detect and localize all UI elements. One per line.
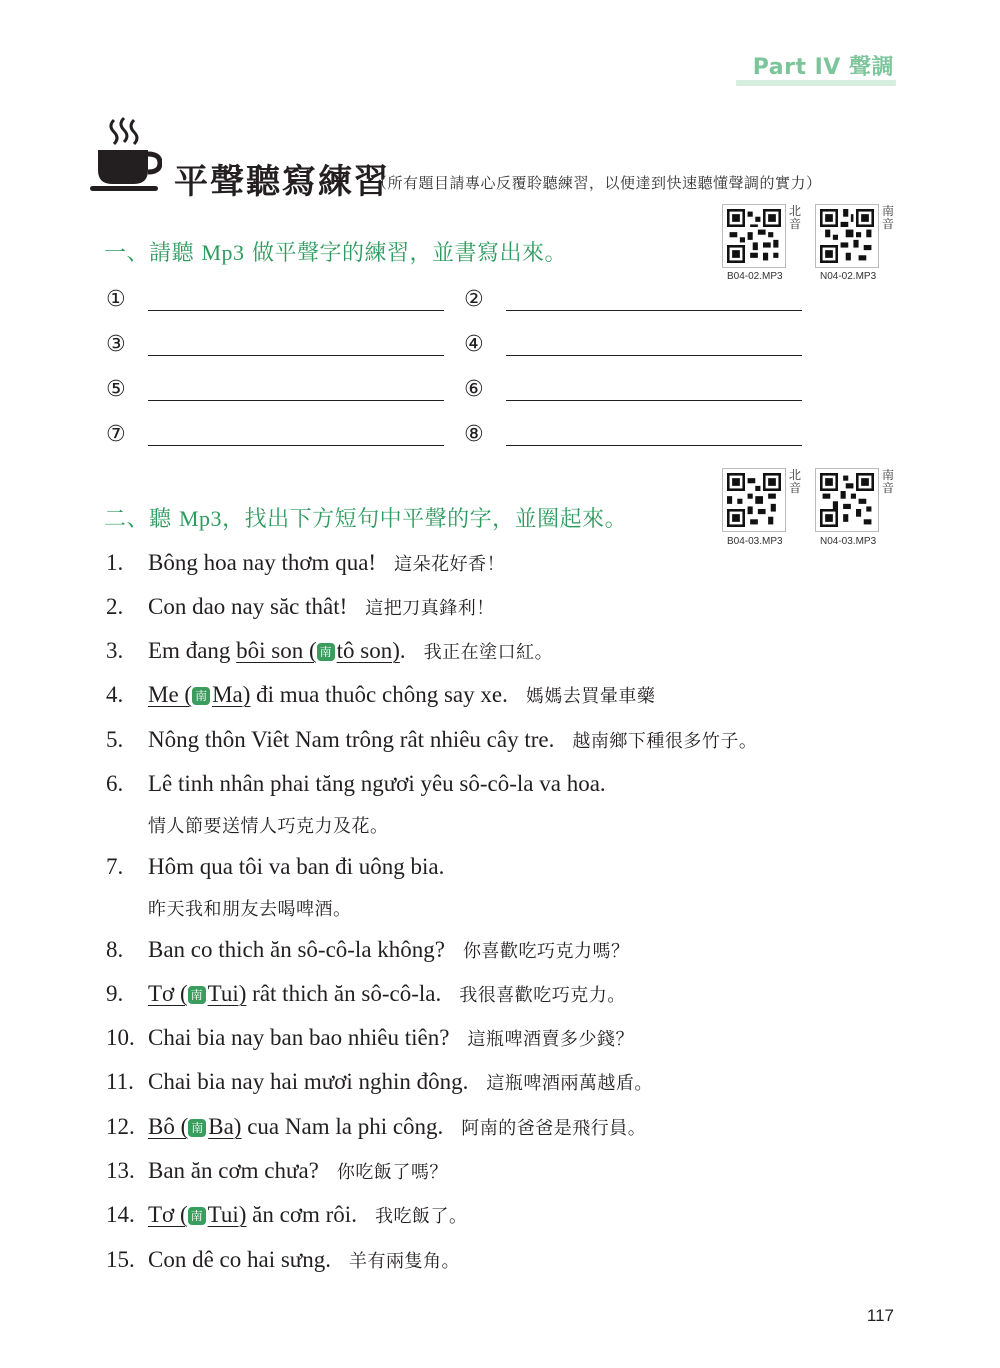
- sentence-6-zh: 情人節要送情人巧克力及花。: [148, 816, 389, 837]
- sentence-vi-u2: Tui): [207, 981, 247, 1006]
- qr-code-north-2[interactable]: [722, 468, 786, 532]
- sentence-9: [106, 981, 626, 1007]
- blank-1[interactable]: [106, 287, 444, 312]
- sentence-zh: 這瓶啤酒賣多少錢？: [467, 1029, 634, 1050]
- south-badge-icon: 南: [317, 643, 335, 661]
- qr-side-label-south-2: 南音: [882, 468, 895, 495]
- sentence-vi-underlined: [148, 981, 246, 1006]
- qr-pattern-icon: [820, 473, 874, 527]
- blank-line[interactable]: [148, 310, 444, 311]
- blank-line[interactable]: [148, 400, 444, 401]
- sentence-zh: 我很喜歡吃巧克力。: [459, 985, 626, 1006]
- part-label: Part IV 聲調: [752, 55, 894, 80]
- sentence-zh: 我吃飯了。: [374, 1206, 468, 1227]
- sentence-3: [106, 638, 553, 664]
- qr-side-label-south-1: 南音: [882, 204, 895, 231]
- sentence-5: [106, 727, 757, 753]
- sentence-zh: 阿南的爸爸是飛行員。: [461, 1118, 647, 1139]
- sentence-vi-post: .: [399, 638, 406, 663]
- sentence-number: 8.: [106, 937, 124, 962]
- blank-line[interactable]: [506, 445, 802, 446]
- sentence-vi-underlined: [148, 682, 250, 707]
- blank-7[interactable]: [106, 422, 444, 447]
- section1-heading: [104, 236, 567, 267]
- qr-caption-south-1: N04-02.MP3: [820, 271, 877, 282]
- blank-number: ③: [106, 332, 126, 357]
- coffee-cup-icon: [90, 114, 162, 194]
- section2-heading-a: 二、聽: [104, 507, 179, 532]
- section1-heading-mp3: Mp3: [201, 240, 245, 265]
- sentence-vi-u1: Tơ (: [148, 1202, 188, 1227]
- sentence-vi-underlined: [148, 1202, 246, 1227]
- page-header: [753, 50, 894, 81]
- sentence-vi-post: cua Nam la phi công.: [241, 1114, 444, 1139]
- main-subtitle: （所有題目請專心反覆聆聽練習，以便達到快速聽懂聲調的實力）: [372, 174, 822, 192]
- sentence-number: 7.: [106, 854, 124, 879]
- south-badge-icon: 南: [188, 986, 206, 1004]
- sentence-2: [106, 594, 495, 620]
- blank-number: ⑦: [106, 422, 126, 447]
- sentence-vi-post: ăn cơm rôi.: [246, 1202, 357, 1227]
- sentence-vi-u2: Tui): [207, 1202, 247, 1227]
- blank-number: ⑤: [106, 377, 126, 402]
- qr-pattern-icon: [727, 473, 781, 527]
- blank-number: ①: [106, 287, 126, 312]
- sentence-vi: Con dê co hai sưng.: [148, 1247, 332, 1272]
- blank-5[interactable]: [106, 377, 444, 402]
- blank-6[interactable]: [464, 377, 802, 402]
- blank-2[interactable]: [464, 287, 802, 312]
- sentence-zh: 你吃飯了嗎？: [336, 1162, 448, 1183]
- sentence-number: 12.: [106, 1114, 135, 1139]
- sentence-vi: Lê tinh nhân phai tăng ngươi yêu sô-cô-la va hoa.: [148, 771, 606, 796]
- sentence-number: 9.: [106, 981, 124, 1006]
- sentence-zh: 我正在塗口紅。: [423, 642, 554, 663]
- sentence-vi: Ban co thich ăn sô-cô-la không?: [148, 937, 445, 962]
- qr-caption-north-2: B04-03.MP3: [727, 536, 783, 547]
- blank-line[interactable]: [506, 355, 802, 356]
- qr-caption-south-2: N04-03.MP3: [820, 536, 877, 547]
- sentence-vi-underlined: [148, 1114, 241, 1139]
- sentence-vi: Con dao nay săc thât!: [148, 594, 348, 619]
- qr-side-label-north-1: 北音: [789, 204, 802, 231]
- sentence-number: 11.: [106, 1069, 134, 1094]
- sentence-10: [106, 1025, 634, 1051]
- south-badge-icon: 南: [192, 687, 210, 705]
- sentence-number: 1.: [106, 550, 124, 575]
- qr-pattern-icon: [727, 209, 781, 263]
- sentence-vi: Bông hoa nay thơm qua!: [148, 550, 377, 575]
- sentence-vi: Ban ăn cơm chưa?: [148, 1158, 319, 1183]
- page-number: 117: [866, 1306, 894, 1325]
- sentence-8: [106, 937, 630, 963]
- qr-code-south-1[interactable]: [815, 204, 879, 268]
- sentence-number: 3.: [106, 638, 124, 663]
- sentence-zh: 這瓶啤酒兩萬越盾。: [486, 1073, 653, 1094]
- sentence-14: [106, 1202, 467, 1228]
- sentence-11: [106, 1069, 653, 1095]
- blank-line[interactable]: [148, 445, 444, 446]
- sentence-vi-u2: Ma): [212, 682, 251, 707]
- sentence-vi: Chai bia nay ban bao nhiêu tiên?: [148, 1025, 450, 1050]
- sentence-number: 2.: [106, 594, 124, 619]
- header-bar: [736, 80, 896, 86]
- blank-line[interactable]: [506, 310, 802, 311]
- sentence-vi: Nông thôn Viêt Nam trông rât nhiêu cây tre.: [148, 727, 555, 752]
- blank-number: ⑥: [464, 377, 484, 402]
- section2-heading: [104, 502, 627, 533]
- blank-line[interactable]: [148, 355, 444, 356]
- sentence-number: 10.: [106, 1025, 135, 1050]
- section1-heading-b: 做平聲字的練習，並書寫出來。: [244, 241, 568, 266]
- sentence-zh: 你喜歡吃巧克力嗎？: [463, 941, 630, 962]
- sentence-7: [106, 854, 444, 880]
- sentence-vi-underlined: [236, 638, 400, 663]
- main-title: 平聲聽寫練習: [174, 162, 390, 202]
- sentence-vi-post: đi mua thuôc chông say xe.: [250, 682, 508, 707]
- sentence-15: [106, 1247, 460, 1273]
- sentence-zh: 這把刀真鋒利！: [365, 598, 495, 619]
- sentence-zh: 越南鄉下種很多竹子。: [572, 731, 758, 752]
- qr-code-south-2[interactable]: [815, 468, 879, 532]
- sentence-6: [106, 771, 606, 797]
- qr-pattern-icon: [820, 209, 874, 263]
- section1-heading-a: 一、請聽: [104, 241, 202, 266]
- sentence-zh: 羊有兩隻角。: [349, 1251, 461, 1272]
- qr-code-north-1[interactable]: [722, 204, 786, 268]
- sentence-vi-pre: Em đang: [148, 638, 237, 663]
- blank-line[interactable]: [506, 400, 802, 401]
- sentence-4: [106, 682, 655, 708]
- sentence-vi: Hôm qua tôi va ban đi uông bia.: [148, 854, 445, 879]
- section2-heading-mp3: Mp3: [179, 506, 223, 531]
- sentence-number: 14.: [106, 1202, 135, 1227]
- sentence-number: 15.: [106, 1247, 135, 1272]
- sentence-12: [106, 1114, 646, 1140]
- blank-3[interactable]: [106, 332, 444, 357]
- sentence-vi-u2: tô son): [336, 638, 400, 663]
- south-badge-icon: 南: [188, 1207, 206, 1225]
- sentence-vi-u1: Me (: [148, 682, 193, 707]
- sentence-7-zh: 昨天我和朋友去喝啤酒。: [148, 899, 352, 920]
- blank-number: ②: [464, 287, 484, 312]
- sentence-vi-u1: Tơ (: [148, 981, 188, 1006]
- sentence-zh: 這朵花好香！: [394, 554, 506, 575]
- blank-8[interactable]: [464, 422, 802, 447]
- sentence-number: 4.: [106, 682, 124, 707]
- sentence-vi-u1: Bô (: [148, 1114, 189, 1139]
- sentence-number: 6.: [106, 771, 124, 796]
- sentence-vi-u2: Ba): [208, 1114, 242, 1139]
- south-badge-icon: 南: [188, 1119, 206, 1137]
- qr-side-label-north-2: 北音: [789, 468, 802, 495]
- section2-heading-b: ，找出下方短句中平聲的字，並圈起來。: [222, 507, 628, 532]
- sentence-number: 5.: [106, 727, 124, 752]
- sentence-vi: Chai bia nay hai mươi nghin đông.: [148, 1069, 469, 1094]
- sentence-1: [106, 550, 505, 576]
- sentence-zh: 媽媽去買暈車藥: [525, 686, 656, 707]
- sentence-vi-u1: bôi son (: [236, 638, 317, 663]
- blank-number: ⑧: [464, 422, 484, 447]
- sentence-number: 13.: [106, 1158, 135, 1183]
- blank-number: ④: [464, 332, 484, 357]
- qr-caption-north-1: B04-02.MP3: [727, 271, 783, 282]
- sentence-13: [106, 1158, 448, 1184]
- blank-4[interactable]: [464, 332, 802, 357]
- sentence-vi-post: rât thich ăn sô-cô-la.: [246, 981, 442, 1006]
